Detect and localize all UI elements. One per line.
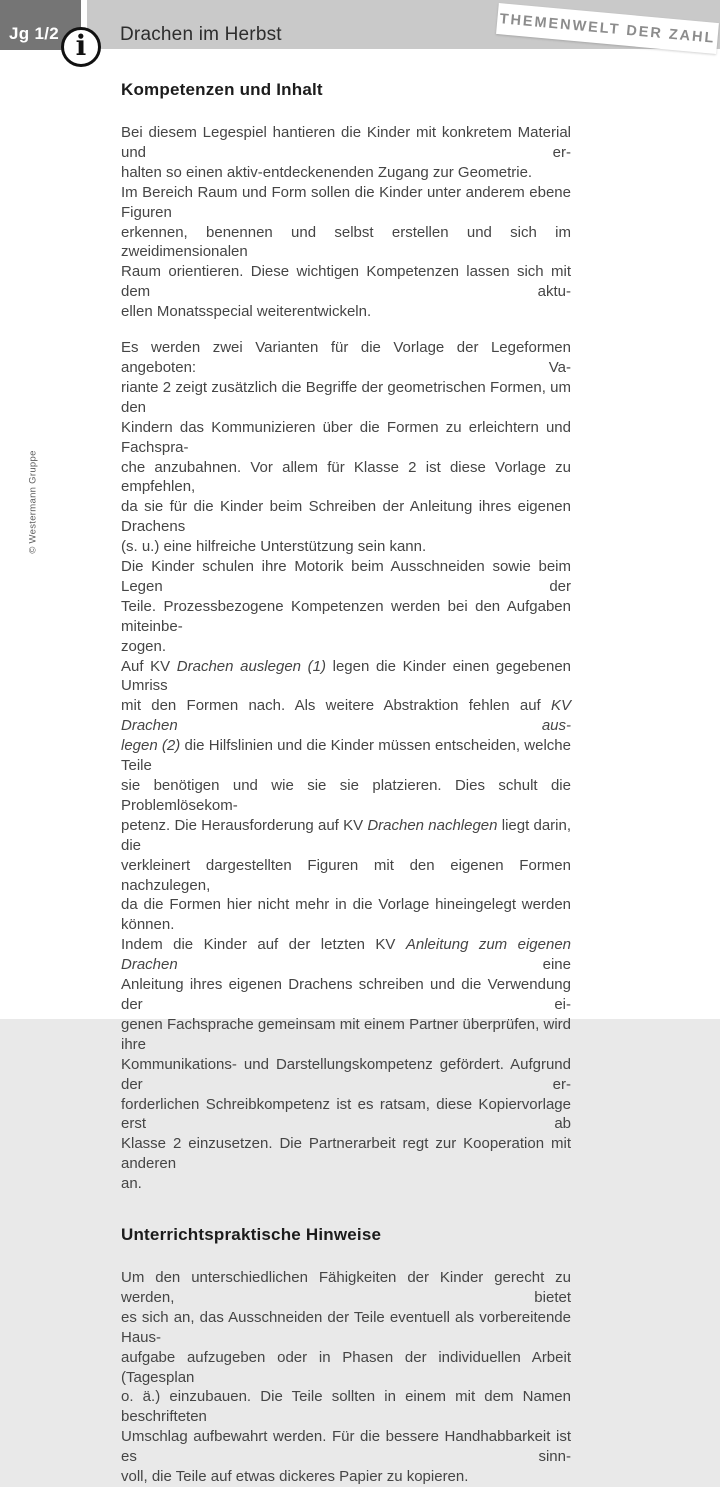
paragraph <box>121 338 571 1194</box>
paragraph <box>121 1268 571 1487</box>
text-line: Raum orientieren. Diese wichtigen Kompetenzen lassen sich mit dem aktu- <box>121 263 571 301</box>
brand-stamp-label: THEMENWELT DER ZAHL <box>498 10 717 47</box>
text-line: voll, die Teile auf etwas dickeres Papier zu kopieren. <box>121 1468 469 1486</box>
text-line: verkleinert dargestellten Figuren mit den eigenen Formen nachzulegen, <box>121 856 571 894</box>
text-line: che anzubahnen. Vor allem für Klasse 2 ist diese Vorlage zu empfehlen, <box>121 458 571 496</box>
text-line: Kommunikations- und Darstellungskompetenz gefördert. Aufgrund der er- <box>121 1055 571 1093</box>
text-line: aufgabe aufzugeben oder in Phasen der individuellen Arbeit (Tagesplan <box>121 1348 571 1386</box>
text-line: Auf KV Drachen auslegen (1) legen die Kinder einen gegebenen Umriss <box>121 657 571 695</box>
text-line: Es werden zwei Varianten für die Vorlage der Legeformen angeboten: Va- <box>121 339 571 376</box>
text-line: an. <box>121 1175 142 1193</box>
text-line: Anleitung ihres eigenen Drachens schreiben und die Verwendung der ei- <box>121 976 571 1013</box>
text-line: Klasse 2 einzusetzen. Die Partnerarbeit regt zur Kooperation mit anderen <box>121 1135 571 1173</box>
text-line: halten so einen aktiv-entdeckenenden Zugang zur Geometrie. <box>121 163 533 181</box>
text-line: es sich an, das Ausschneiden der Teile eventuell als vorbereitende Haus- <box>121 1308 571 1346</box>
text-line: Umschlag aufbewahrt werden. Für die bessere Handhabbarkeit ist es sinn- <box>121 1428 571 1466</box>
text-line: ellen Monatsspecial weiterentwickeln. <box>121 303 372 321</box>
text-line: Bei diesem Legespiel hantieren die Kinder mit konkretem Material und er- <box>121 124 571 161</box>
text-line: o. ä.) einzubauen. Die Teile sollten in einem mit dem Namen beschrifteten <box>121 1388 571 1426</box>
text-line: (s. u.) eine hilfreiche Unterstützung sein kann. <box>121 538 427 556</box>
info-icon-glyph: i <box>75 29 87 62</box>
text-line: Indem die Kinder auf der letzten KV Anleitung zum eigenen Drachen eine <box>121 936 572 974</box>
section-heading: Unterrichtspraktische Hinweise <box>121 1225 382 1245</box>
info-icon <box>61 27 101 67</box>
text-line: riante 2 zeigt zusätzlich die Begriffe der geometrischen Formen, um den <box>121 378 571 416</box>
text-line: mit den Formen nach. Als weitere Abstraktion fehlen auf KV Drachen aus- <box>121 697 571 735</box>
copyright-label: © Westermann Gruppe <box>27 450 39 554</box>
grade-label: Jg 1/2 <box>9 24 59 43</box>
content-sections <box>121 80 571 1487</box>
text-line: genen Fachsprache gemeinsam mit einem Partner überprüfen, wird ihre <box>121 1015 571 1053</box>
text-line: Die Kinder schulen ihre Motorik beim Ausschneiden sowie beim Legen der <box>121 558 571 595</box>
text-line: Im Bereich Raum und Form sollen die Kinder unter anderem ebene Figuren <box>121 183 571 221</box>
text-line: Kindern das Kommunizieren über die Formen zu erleichtern und Fachspra- <box>121 418 571 456</box>
text-line: da sie für die Kinder beim Schreiben der Anleitung ihres eigenen Drachens <box>121 498 571 536</box>
section-heading: Kompetenzen und Inhalt <box>121 80 323 99</box>
paragraph <box>121 123 571 322</box>
text-line: zogen. <box>121 637 167 655</box>
page-title: Drachen im Herbst <box>120 24 282 45</box>
text-line: da die Formen hier nicht mehr in die Vorlage hineingelegt werden können. <box>121 896 571 934</box>
text-line: legen (2) die Hilfslinien und die Kinder müssen entscheiden, welche Teile <box>121 737 571 775</box>
text-line: petenz. Die Herausforderung auf KV Drachen nachlegen liegt darin, die <box>121 816 572 854</box>
text-line: erkennen, benennen und selbst erstellen und sich im zweidimensionalen <box>121 223 571 261</box>
text-line: sie benötigen und wie sie sie platzieren. Dies schult die Problemlösekom- <box>121 777 571 814</box>
text-line: Um den unterschiedlichen Fähigkeiten der Kinder gerecht zu werden, bietet <box>121 1269 571 1306</box>
text-line: forderlichen Schreibkompetenz ist es ratsam, diese Kopiervorlage erst ab <box>121 1095 571 1133</box>
text-line: Teile. Prozessbezogene Kompetenzen werden bei den Aufgaben miteinbe- <box>121 597 571 635</box>
